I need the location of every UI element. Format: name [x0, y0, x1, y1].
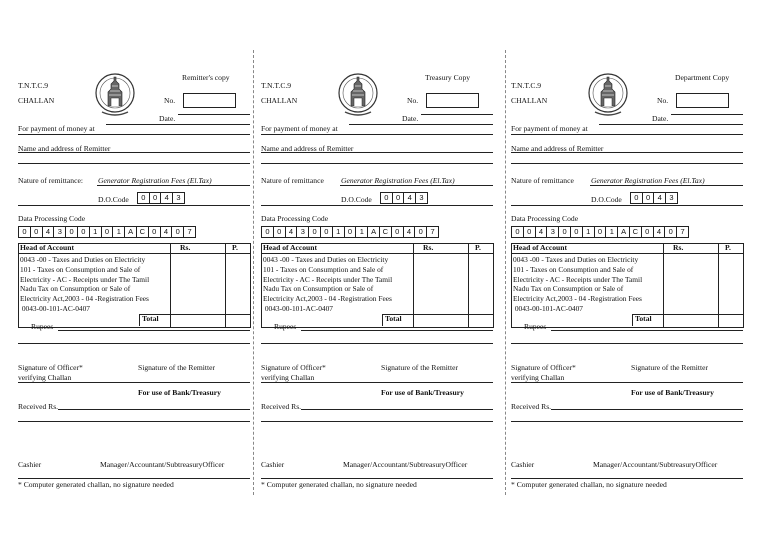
dp-code-boxes	[18, 226, 195, 238]
head-line: 101 - Taxes on Consumption and Sale of	[513, 264, 634, 274]
form-title: CHALLAN	[18, 96, 55, 105]
code-digit: 0	[380, 192, 393, 204]
code-digit: 4	[653, 226, 666, 238]
dp-code-label: Data Processing Code	[18, 214, 86, 223]
code-digit: 0	[594, 226, 607, 238]
divider	[261, 421, 493, 422]
payment-place-field[interactable]	[349, 124, 493, 125]
rupees-label: Rupees	[31, 322, 54, 331]
tamil-nadu-emblem-icon	[94, 72, 136, 118]
do-code-label: D.O.Code	[591, 195, 622, 204]
divider	[18, 478, 250, 479]
officer-signature-label: Signature of Officer*	[18, 363, 83, 372]
remitter-label: Name and address of Remitter	[261, 144, 354, 153]
head-line: Electricity Act,2003 - 04 -Registration Fees	[20, 294, 149, 304]
footnote: * Computer generated challan, no signature needed	[511, 480, 667, 489]
total-cell	[632, 314, 664, 326]
divider	[511, 421, 743, 422]
bank-use-label: For use of Bank/Treasury	[138, 388, 221, 397]
bank-use-label: For use of Bank/Treasury	[631, 388, 714, 397]
head-label: Head of Account	[20, 243, 74, 252]
code-digit: 3	[172, 192, 185, 204]
code-digit: 4	[403, 226, 416, 238]
code-digit: 0	[664, 226, 677, 238]
dp-code-label: Data Processing Code	[261, 214, 329, 223]
total-amount-field[interactable]	[170, 314, 250, 315]
total-cell	[382, 314, 414, 326]
rupees-label: Rupees	[524, 322, 547, 331]
code-digit: 0	[523, 226, 536, 238]
code-digit: 0	[641, 226, 654, 238]
code-digit: 0	[137, 192, 150, 204]
head-line: 0043-00-101-AC-0407	[20, 303, 90, 313]
table-header	[262, 244, 493, 254]
head-line: 0043 -00 - Taxes and Duties on Electricity	[20, 255, 146, 264]
divider	[261, 134, 493, 135]
code-digit: 0	[642, 192, 655, 204]
payment-label: For payment of money at	[261, 124, 338, 133]
cashier-label: Cashier	[511, 460, 535, 469]
head-line: 0043-00-101-AC-0407	[513, 303, 583, 313]
code-digit: 3	[296, 226, 309, 238]
code-digit: 4	[403, 192, 416, 204]
divider	[511, 382, 743, 383]
head-line: Nadu Tax on Consumption or Sale of	[263, 284, 374, 294]
code-digit: 0	[392, 192, 405, 204]
code-digit: 0	[149, 192, 162, 204]
head-of-account-table	[261, 243, 494, 328]
code-digit: 7	[676, 226, 689, 238]
code-digit: 0	[171, 226, 184, 238]
code-digit: 1	[89, 226, 102, 238]
code-digit: 0	[344, 226, 357, 238]
head-line: Electricity - AC - Receipts under The Tamil	[20, 274, 150, 284]
code-digit: 0	[77, 226, 90, 238]
nature-value: Generator Registration Fees (El.Tax)	[341, 176, 455, 185]
code-digit: 7	[183, 226, 196, 238]
date-label: Date.	[652, 114, 669, 123]
divider	[18, 343, 250, 344]
total-amount-field[interactable]	[663, 314, 743, 315]
code-digit: C	[136, 226, 149, 238]
do-code-boxes	[380, 192, 427, 204]
received-amount-field[interactable]	[301, 409, 493, 410]
date-label: Date.	[159, 114, 176, 123]
head-line: Nadu Tax on Consumption or Sale of	[513, 284, 624, 294]
head-line: 0043 -00 - Taxes and Duties on Electricity	[263, 255, 389, 264]
officer-signature-label: Signature of Officer*	[261, 363, 326, 372]
received-amount-field[interactable]	[551, 409, 743, 410]
code-digit: 1	[355, 226, 368, 238]
code-digit: 0	[558, 226, 571, 238]
challan-copy	[511, 0, 755, 543]
rs-label: Rs.	[673, 243, 684, 252]
remitter-signature-label: Signature of the Remitter	[381, 363, 458, 372]
divider	[261, 382, 493, 383]
remitter-signature-label: Signature of the Remitter	[631, 363, 708, 372]
challan-no-field[interactable]	[183, 93, 236, 108]
code-digit: A	[617, 226, 630, 238]
bank-use-label: For use of Bank/Treasury	[381, 388, 464, 397]
table-header	[19, 244, 250, 254]
no-label: No.	[164, 96, 176, 105]
total-amount-field[interactable]	[413, 314, 493, 315]
total-label: Total	[385, 314, 402, 323]
remitter-field[interactable]	[18, 152, 250, 153]
p-label: P.	[475, 243, 481, 252]
code-digit: 4	[285, 226, 298, 238]
date-field[interactable]	[671, 114, 743, 115]
code-digit: 4	[42, 226, 55, 238]
rupees-field[interactable]	[58, 330, 250, 331]
code-digit: 0	[261, 226, 274, 238]
divider	[261, 343, 493, 344]
code-digit: 3	[665, 192, 678, 204]
code-digit: 0	[391, 226, 404, 238]
head-line: 0043 -00 - Taxes and Duties on Electricity	[513, 255, 639, 264]
divider	[18, 134, 250, 135]
code-digit: 4	[160, 192, 173, 204]
nature-label: Nature of remittance	[511, 176, 574, 185]
challan-no-field[interactable]	[676, 93, 729, 108]
code-digit: A	[367, 226, 380, 238]
cashier-label: Cashier	[18, 460, 42, 469]
code-digit: 0	[273, 226, 286, 238]
total-label: Total	[635, 314, 652, 323]
code-digit: C	[629, 226, 642, 238]
rs-label: Rs.	[180, 243, 191, 252]
nature-label: Nature of remittance	[261, 176, 324, 185]
code-digit: 0	[320, 226, 333, 238]
code-digit: 4	[535, 226, 548, 238]
no-label: No.	[407, 96, 419, 105]
head-line: Nadu Tax on Consumption or Sale of	[20, 284, 131, 294]
code-digit: 0	[570, 226, 583, 238]
head-line: Electricity Act,2003 - 04 -Registration Fees	[263, 294, 392, 304]
code-digit: 3	[546, 226, 559, 238]
remitter-field[interactable]	[261, 163, 493, 164]
divider	[97, 185, 250, 186]
head-line: Electricity - AC - Receipts under The Tamil	[263, 274, 393, 284]
code-digit: 4	[160, 226, 173, 238]
divider	[511, 343, 743, 344]
date-label: Date.	[402, 114, 419, 123]
code-digit: 0	[630, 192, 643, 204]
head-line: 0043-00-101-AC-0407	[263, 303, 333, 313]
divider	[340, 185, 493, 186]
officer-signature-sub: verifying Challan	[18, 373, 72, 382]
code-digit: 0	[101, 226, 114, 238]
head-line: 101 - Taxes on Consumption and Sale of	[20, 264, 141, 274]
total-cell	[139, 314, 171, 326]
p-label: P.	[725, 243, 731, 252]
total-label: Total	[142, 314, 159, 323]
form-title: CHALLAN	[511, 96, 548, 105]
remitter-field[interactable]	[511, 152, 743, 153]
cut-line	[505, 50, 506, 495]
divider	[511, 134, 743, 135]
divider	[18, 421, 250, 422]
manager-label: Manager/Accountant/SubtreasuryOfficer	[593, 460, 718, 469]
officer-signature-sub: verifying Challan	[511, 373, 565, 382]
form-title: CHALLAN	[261, 96, 298, 105]
head-of-account-table	[18, 243, 251, 328]
code-digit: 0	[511, 226, 524, 238]
code-digit: 1	[605, 226, 618, 238]
head-line: Electricity - AC - Receipts under The Tamil	[513, 274, 643, 284]
nature-value: Generator Registration Fees (El.Tax)	[591, 176, 705, 185]
challan-copy	[261, 0, 505, 543]
rupees-field[interactable]	[301, 330, 493, 331]
form-code: T.N.T.C.9	[261, 81, 292, 90]
copy-label: Department Copy	[675, 73, 730, 82]
head-label: Head of Account	[263, 243, 317, 252]
remitter-field[interactable]	[511, 163, 743, 164]
no-label: No.	[657, 96, 669, 105]
copy-label: Treasury Copy	[425, 73, 471, 82]
rupees-label: Rupees	[274, 322, 297, 331]
do-code-boxes	[630, 192, 677, 204]
date-field[interactable]	[178, 114, 250, 115]
code-digit: 0	[148, 226, 161, 238]
remitter-field[interactable]	[261, 152, 493, 153]
remitter-field[interactable]	[18, 163, 250, 164]
dp-code-boxes	[261, 226, 438, 238]
code-digit: 1	[112, 226, 125, 238]
received-amount-field[interactable]	[58, 409, 250, 410]
code-digit: 3	[415, 192, 428, 204]
do-code-label: D.O.Code	[341, 195, 372, 204]
table-header	[512, 244, 743, 254]
code-digit: A	[124, 226, 137, 238]
tamil-nadu-emblem-icon	[587, 72, 629, 118]
footnote: * Computer generated challan, no signature needed	[261, 480, 417, 489]
dp-code-label: Data Processing Code	[511, 214, 579, 223]
head-line: Electricity Act,2003 - 04 -Registration Fees	[513, 294, 642, 304]
remitter-label: Name and address of Remitter	[18, 144, 111, 153]
manager-label: Manager/Accountant/SubtreasuryOfficer	[343, 460, 468, 469]
rs-label: Rs.	[423, 243, 434, 252]
divider	[590, 185, 743, 186]
payment-place-field[interactable]	[599, 124, 743, 125]
do-code-label: D.O.Code	[98, 195, 129, 204]
footnote: * Computer generated challan, no signature needed	[18, 480, 174, 489]
tamil-nadu-emblem-icon	[337, 72, 379, 118]
form-code: T.N.T.C.9	[18, 81, 49, 90]
code-digit: 1	[332, 226, 345, 238]
challan-copy	[18, 0, 262, 543]
head-line: 101 - Taxes on Consumption and Sale of	[263, 264, 384, 274]
code-digit: 7	[426, 226, 439, 238]
cashier-label: Cashier	[261, 460, 285, 469]
copy-label: Remitter's copy	[182, 73, 230, 82]
divider	[18, 205, 250, 206]
remitter-label: Name and address of Remitter	[511, 144, 604, 153]
received-label: Received Rs.	[18, 402, 59, 411]
received-label: Received Rs.	[261, 402, 302, 411]
code-digit: 3	[53, 226, 66, 238]
code-digit: 0	[30, 226, 43, 238]
divider	[511, 205, 743, 206]
officer-signature-sub: verifying Challan	[261, 373, 315, 382]
divider	[261, 205, 493, 206]
challan-no-field[interactable]	[426, 93, 479, 108]
divider	[511, 478, 743, 479]
received-label: Received Rs.	[511, 402, 552, 411]
payment-label: For payment of money at	[18, 124, 95, 133]
remitter-signature-label: Signature of the Remitter	[138, 363, 215, 372]
code-digit: 1	[582, 226, 595, 238]
code-digit: C	[379, 226, 392, 238]
form-code: T.N.T.C.9	[511, 81, 542, 90]
rupees-field[interactable]	[551, 330, 743, 331]
code-digit: 0	[414, 226, 427, 238]
code-digit: 0	[308, 226, 321, 238]
head-description	[263, 255, 413, 314]
code-digit: 4	[653, 192, 666, 204]
do-code-boxes	[137, 192, 184, 204]
divider	[18, 382, 250, 383]
head-label: Head of Account	[513, 243, 567, 252]
date-field[interactable]	[421, 114, 493, 115]
payment-label: For payment of money at	[511, 124, 588, 133]
code-digit: 0	[18, 226, 31, 238]
head-description	[20, 255, 170, 314]
dp-code-boxes	[511, 226, 688, 238]
divider	[261, 478, 493, 479]
p-label: P.	[232, 243, 238, 252]
head-description	[513, 255, 663, 314]
payment-place-field[interactable]	[106, 124, 250, 125]
code-digit: 0	[65, 226, 78, 238]
head-of-account-table	[511, 243, 744, 328]
nature-value: Generator Registration Fees (El.Tax)	[98, 176, 212, 185]
manager-label: Manager/Accountant/SubtreasuryOfficer	[100, 460, 225, 469]
nature-label: Nature of remittance:	[18, 176, 83, 185]
officer-signature-label: Signature of Officer*	[511, 363, 576, 372]
